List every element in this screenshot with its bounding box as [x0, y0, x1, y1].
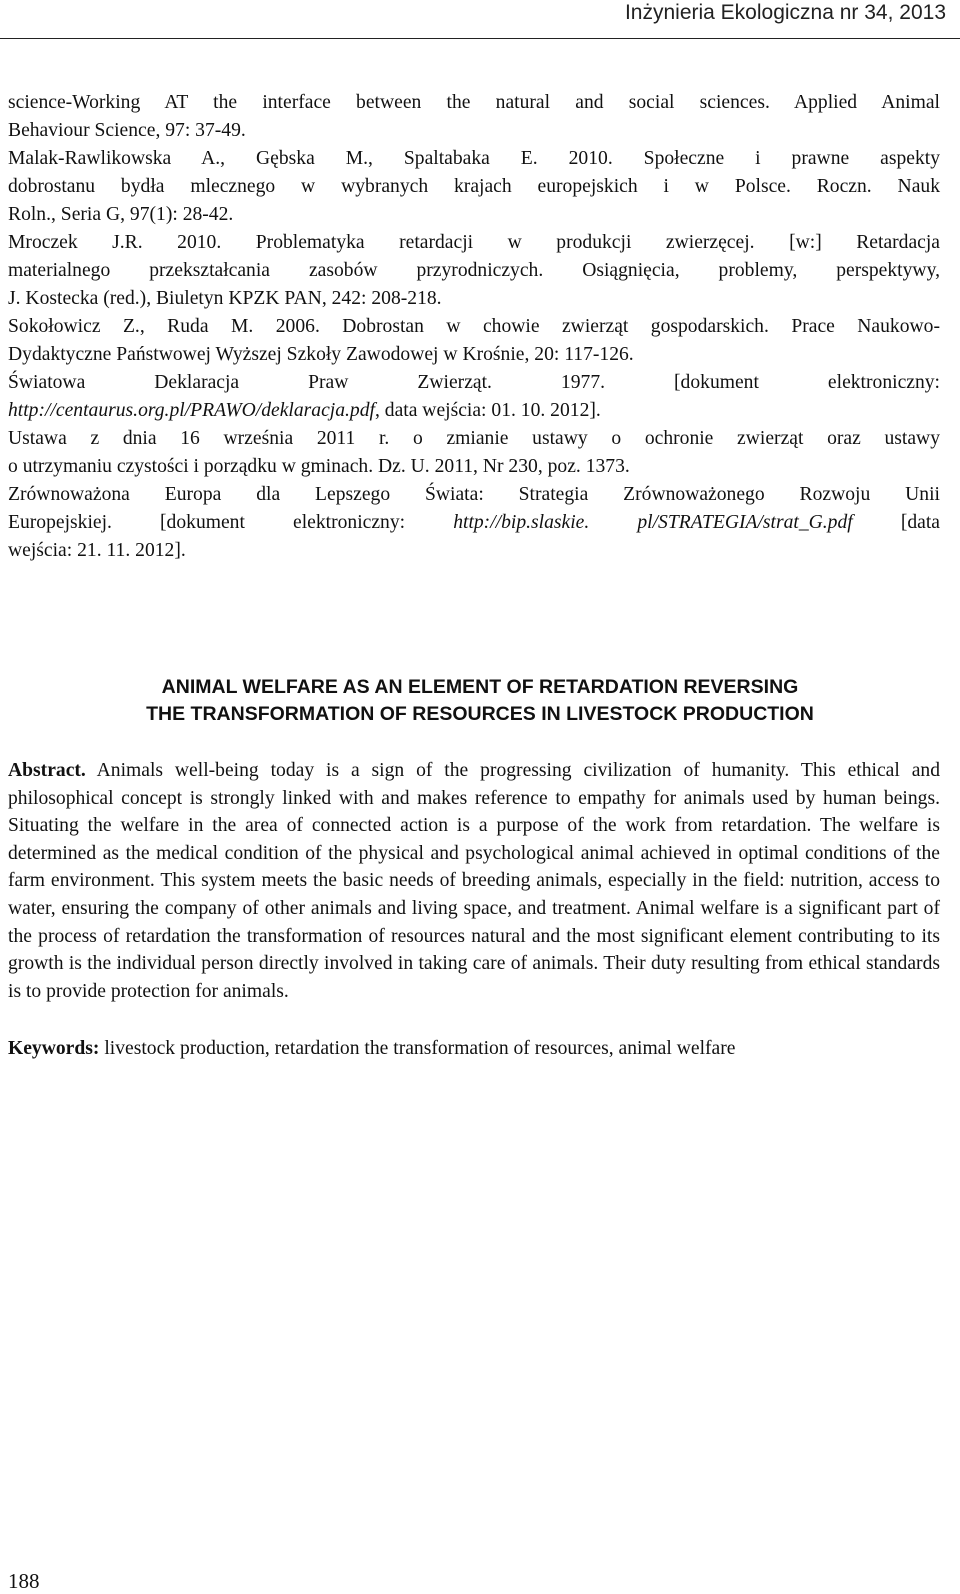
reference-line: Sokołowicz Z., Ruda M. 2006. Dobrostan w chowie zwierząt gospodarskich. Prace Naukowo-	[8, 316, 940, 337]
reference-line: o utrzymaniu czystości i porządku w gminach. Dz. U. 2011, Nr 230, poz. 1373.	[8, 456, 630, 477]
reference-text: [data	[852, 512, 940, 533]
reference-line	[8, 397, 940, 425]
abstract-text: Animals well-being today is a sign of the progressing civilization of humanity. This ethical and philosophical concept is strongly linked with and makes reference to empathy for animals used by human beings. Situating the welfare in the area of connected action is a purpose of the work from retardation. The welfare is determined as the medical condition of the physical and psychological animal achieved in optimal conditions of the farm environment. This system meets the basic needs of breeding animals, especially in the field: nutrition, access to water, ensuring the company of other animals and living space, and treatment. Animal welfare is a significant part of the process of retardation the transformation of resources natural and the most significant element contributing to its growth is the individual person directly involved in taking care of animals. Their duty resulting from ethical standards is to provide protection for animals.	[8, 760, 940, 1002]
reference-line	[8, 509, 940, 537]
reference-item	[8, 145, 940, 229]
title-line: THE TRANSFORMATION OF RESOURCES IN LIVESTOCK PRODUCTION	[146, 703, 814, 725]
abstract	[8, 757, 940, 1005]
reference-line: J. Kostecka (red.), Biuletyn KPZK PAN, 242: 208-218.	[8, 288, 442, 309]
reference-item	[8, 425, 940, 481]
reference-item	[8, 229, 940, 313]
reference-line: Roln., Seria G, 97(1): 28-42.	[8, 204, 234, 225]
reference-line: Zrównoważona Europa dla Lepszego Świata: Strategia Zrównoważonego Rozwoju Unii	[8, 484, 940, 505]
reference-line: Mroczek J.R. 2010. Problematyka retardacji w produkcji zwierzęcej. [w:] Retardacja	[8, 232, 940, 253]
reference-line: Ustawa z dnia 16 września 2011 r. o zmianie ustawy o ochronie zwierząt oraz ustawy	[8, 428, 940, 449]
page-number: 188	[8, 1569, 40, 1593]
reference-item	[8, 481, 940, 565]
reference-item	[8, 89, 940, 145]
reference-line: Dydaktyczne Państwowej Wyższej Szkoły Zawodowej w Krośnie, 20: 117-126.	[8, 344, 634, 365]
keywords-label: Keywords:	[8, 1038, 100, 1059]
reference-url[interactable]: http://centaurus.org.pl/PRAWO/deklaracja.pdf	[8, 400, 375, 421]
keywords	[8, 1035, 940, 1063]
reference-line: science-Working AT the interface between the natural and social sciences. Applied Animal	[8, 92, 940, 113]
references-list	[8, 89, 940, 565]
reference-text: Europejskiej. [dokument elektroniczny:	[8, 512, 454, 533]
reference-line: materialnego przekształcania zasobów przyrodniczych. Osiągnięcia, problemy, perspektywy,	[8, 260, 940, 281]
header-divider	[0, 38, 960, 39]
reference-line: Światowa Deklaracja Praw Zwierząt. 1977. [dokument elektroniczny:	[8, 372, 940, 393]
reference-access-date: , data wejścia: 01. 10. 2012].	[374, 400, 601, 421]
title-line: ANIMAL WELFARE AS AN ELEMENT OF RETARDATION REVERSING	[161, 676, 799, 698]
reference-url[interactable]: http://bip.slaskie. pl/STRATEGIA/strat_G.pdf	[453, 512, 853, 533]
journal-header: Inżynieria Ekologiczna nr 34, 2013	[624, 1, 946, 24]
reference-line: Malak-Rawlikowska A., Gębska M., Spaltabaka E. 2010. Społeczne i prawne aspekty	[8, 148, 940, 169]
reference-item	[8, 313, 940, 369]
abstract-label: Abstract.	[8, 760, 86, 781]
reference-item	[8, 369, 940, 425]
reference-line: dobrostanu bydła mlecznego w wybranych krajach europejskich i w Polsce. Roczn. Nauk	[8, 176, 940, 197]
reference-line: wejścia: 21. 11. 2012].	[8, 540, 186, 561]
reference-line: Behaviour Science, 97: 37-49.	[8, 120, 246, 141]
article-title	[0, 674, 960, 728]
keywords-text: livestock production, retardation the transformation of resources, animal welfare	[99, 1038, 736, 1059]
